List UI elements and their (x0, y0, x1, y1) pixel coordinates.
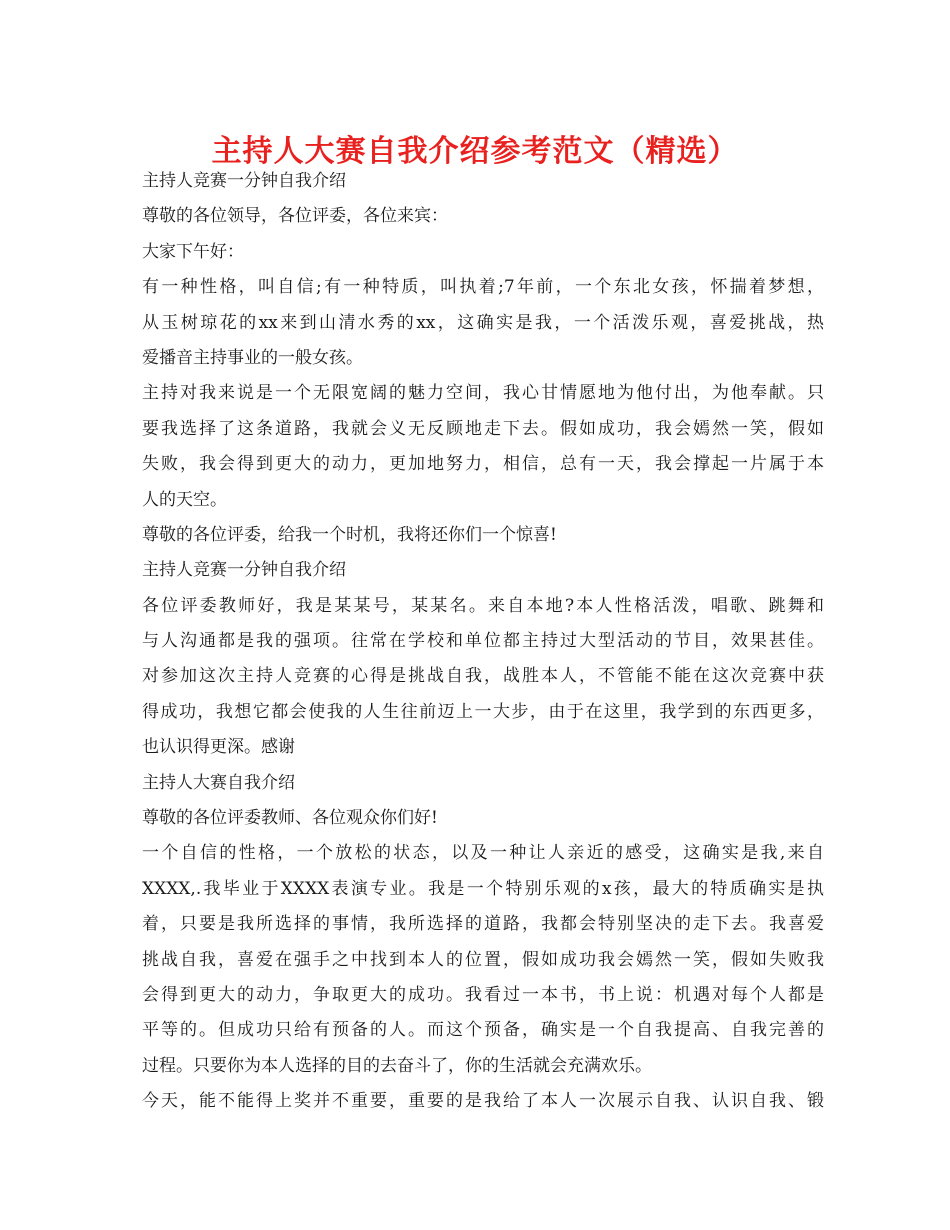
text-line: 一个自信的性格，一个放松的状态，以及一种让人亲近的感受，这确实是我,来自 (142, 843, 824, 864)
text-line: 得成功，我想它都会使我的人生往前迈上一大步，由于在这里，我学到的东西更多， (142, 701, 824, 722)
text-line: 尊敬的各位领导，各位评委，各位来宾： (142, 206, 448, 227)
text-line: 尊敬的各位评委，给我一个时机，我将还你们一个惊喜! (142, 524, 557, 545)
text-line: 着，只要是我所选择的事情，我所选择的道路，我都会特别坚决的走下去。我喜爱 (142, 914, 824, 935)
text-line: 主持对我来说是一个无限宽阔的魅力空间，我心甘情愿地为他付出，为他奉献。只 (142, 383, 824, 404)
text-line: 过程。只要你为本人选择的目的去奋斗了，你的生活就会充满欢乐。 (142, 1055, 652, 1076)
text-line: 爱播音主持事业的一般女孩。 (142, 347, 363, 368)
text-line: 从玉树琼花的xx来到山清水秀的xx，这确实是我，一个活泼乐观，喜爱挑战，热 (142, 312, 824, 333)
text-line: 挑战自我，喜爱在强手之中找到本人的位置，假如成功我会嫣然一笑，假如失败我 (142, 949, 824, 970)
document-body (142, 164, 824, 1120)
section-heading: 主持人竞赛一分钟自我介绍 (142, 560, 346, 581)
text-line: 有一种性格，叫自信;有一种特质，叫执着;7年前，一个东北女孩，怀揣着梦想， (142, 277, 824, 298)
text-line: 对参加这次主持人竞赛的心得是挑战自我，战胜本人，不管能不能在这次竞赛中获 (142, 666, 824, 687)
text-line: 平等的。但成功只给有预备的人。而这个预备，确实是一个自我提高、自我完善的 (142, 1020, 824, 1041)
text-line: 各位评委教师好，我是某某号，某某名。来自本地?本人性格活泼，唱歌、跳舞和 (142, 595, 824, 616)
text-line: 失败，我会得到更大的动力，更加地努力，相信，总有一天，我会撑起一片属于本 (142, 454, 824, 475)
text-line: 人的天空。 (142, 489, 227, 510)
text-line: 会得到更大的动力，争取更大的成功。我看过一本书，书上说：机遇对每个人都是 (142, 984, 824, 1005)
document-title: 主持人大赛自我介绍参考范文（精选） (211, 134, 739, 169)
text-line: 今天，能不能得上奖并不重要，重要的是我给了本人一次展示自我、认识自我、锻 (142, 1091, 824, 1112)
text-line: 与人沟通都是我的强项。往常在学校和单位都主持过大型活动的节目，效果甚佳。 (142, 631, 824, 652)
text-line: 大家下午好： (142, 241, 244, 262)
text-line: XXXX,.我毕业于XXXX表演专业。我是一个特别乐观的x孩，最大的特质确实是执 (142, 878, 824, 899)
section-heading: 主持人大赛自我介绍 (142, 772, 295, 793)
text-line: 也认识得更深。感谢 (142, 737, 295, 758)
text-line: 尊敬的各位评委教师、各位观众你们好! (142, 808, 438, 829)
section-heading: 主持人竞赛一分钟自我介绍 (142, 171, 346, 191)
text-line: 要我选择了这条道路，我就会义无反顾地走下去。假如成功，我会嫣然一笑，假如 (142, 418, 824, 439)
